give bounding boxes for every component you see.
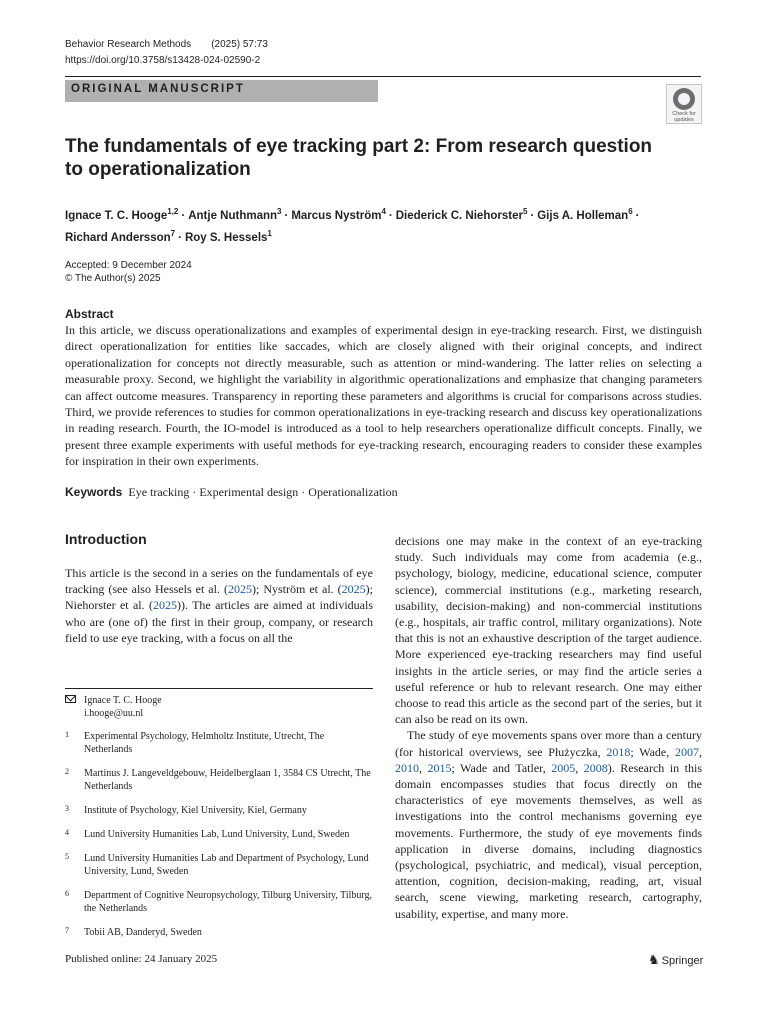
doi-link[interactable]: https://doi.org/10.3758/s13428-024-02590-2 bbox=[65, 55, 261, 66]
author-separator: · bbox=[178, 231, 182, 244]
affiliation-item bbox=[65, 767, 373, 793]
section-heading-introduction: Introduction bbox=[65, 531, 147, 547]
keywords-list: Eye tracking · Experimental design · Operationalization bbox=[128, 485, 398, 499]
springer-horse-icon: ♞ bbox=[648, 952, 660, 967]
affiliation-number: 3 bbox=[65, 804, 69, 813]
affiliation-number: 6 bbox=[65, 889, 69, 898]
author-name[interactable]: Ignace T. C. Hooge bbox=[65, 209, 168, 222]
affiliation-text: Martinus J. Langeveldgebouw, Heidelberglaan 1, 3584 CS Utrecht, The Netherlands bbox=[84, 768, 371, 792]
keywords bbox=[65, 485, 398, 500]
journal-name: Behavior Research Methods bbox=[65, 39, 192, 50]
right-column bbox=[395, 533, 702, 922]
body-paragraph: The study of eye movements spans over more than a century (for historical overviews, see Płużyczka, 2018; Wade, 2007, 2010, 2015; Wade and Tatler, 2005, 2008). Research in this domain encompasses studies that focus directly on the characteristics of eye movements themselves, as well as investigations into the control mechanisms governing eye movements. Furthermore, the study of eye movements finds application in diverse domains, including diagnostics (psychological, psychiatric, and medical), visual perception, attention, cognition, decision-making, reading, art, visual search, scene viewing, marketing research, cartography, usability, expertise, and many more. bbox=[395, 728, 702, 921]
corresponding-author bbox=[65, 694, 162, 720]
affiliation-number: 1 bbox=[65, 730, 69, 739]
intro-paragraph: This article is the second in a series on the fundamentals of eye tracking (see also Hessels et al. (2025); Nyström et al. (2025); Niehorster et al. (2025)). The articles are aimed at individuals who are (one of) the first in their group, company, or research field to use eye tracking, with a focus on all the bbox=[65, 566, 373, 645]
abstract-heading: Abstract bbox=[65, 307, 114, 321]
author-separator: · bbox=[388, 209, 393, 222]
author-affiliation-marker: 5 bbox=[522, 207, 528, 216]
check-updates-icon bbox=[673, 88, 695, 110]
author-affiliation-marker: 1 bbox=[267, 228, 272, 238]
keywords-label: Keywords bbox=[65, 485, 123, 499]
affiliation-item bbox=[65, 926, 373, 939]
citation-link[interactable]: 2007 bbox=[675, 744, 699, 759]
article-category-banner: ORIGINAL MANUSCRIPT bbox=[65, 80, 378, 102]
body-paragraph: decisions one may make in the context of an eye-tracking study. Such individuals may come from academia (e.g., psychology, biology, medicine, educational science, computer science), commercial institutions (e.g., marketing research, usability, decision-making) and non-commercial institutions (e.g., hospitals, air traffic control, military organizations). Note that this is not an exhaustive description of the target audience. More experienced eye-tracking researchers may find useful insights in the article series, or may find the article series a useful reference or hub to relevant research. One may either choose to read this article as the second part of the series, but it can also be read on its own. bbox=[395, 534, 702, 727]
affiliation-item bbox=[65, 852, 373, 878]
article-title: The fundamentals of eye tracking part 2: From research question to operationalization bbox=[65, 136, 653, 180]
accepted-date: Accepted: 9 December 2024 bbox=[65, 260, 192, 271]
journal-volume: (2025) 57:73 bbox=[211, 39, 268, 50]
author-affiliation-marker: 3 bbox=[277, 207, 282, 216]
affiliation-text: Lund University Humanities Lab, Lund University, Lund, Sweden bbox=[84, 829, 350, 840]
author-affiliation-marker: 7 bbox=[170, 228, 176, 238]
affiliation-text: Tobii AB, Danderyd, Sweden bbox=[84, 927, 202, 938]
citation-link[interactable]: 2025 bbox=[227, 582, 252, 597]
citation-link[interactable]: 2008 bbox=[583, 760, 608, 775]
abstract-text: In this article, we discuss operationalizations and examples of experimental design in eye-tracking research. First, we distinguish direct operationalization for entities like saccades, which are closely aligned with their original concepts, and indirect operationalization for concepts not directly measurable, such as attention or mind-wandering. The latter relies on selecting a measurable proxy. Second, we highlight the variability in algorithmic operationalizations and emphasize that changing parameters can affect outcome measures. Transparency in reporting these parameters and algorithms is crucial for comparisons across studies. Third, we provide references to studies for common operationalizations in eye-tracking research and discuss key operationalizations in reading research. Fourth, the IO-model is introduced as a tool to help researchers operationalize difficult concepts. Finally, we present three example experiments with useful methods for eye-tracking research, encouraging readers to consider these examples for inspiration in their own experiments. bbox=[65, 323, 702, 469]
affiliation-text: Institute of Psychology, Kiel University, Kiel, Germany bbox=[84, 805, 307, 816]
citation-link[interactable]: 2025 bbox=[341, 582, 366, 597]
affiliation-item bbox=[65, 889, 373, 915]
author-name[interactable]: Marcus Nyström bbox=[291, 209, 382, 222]
citation-link[interactable]: 2005 bbox=[551, 760, 576, 775]
author-affiliation-marker: 4 bbox=[381, 207, 386, 216]
affiliation-list bbox=[65, 730, 373, 950]
published-date: Published online: 24 January 2025 bbox=[65, 953, 218, 965]
copyright-notice: © The Author(s) 2025 bbox=[65, 273, 161, 284]
check-updates-text: Check for updates bbox=[672, 111, 696, 123]
affiliation-number: 2 bbox=[65, 767, 69, 776]
publisher-name: Springer bbox=[661, 955, 704, 967]
affiliation-number: 5 bbox=[65, 852, 69, 861]
citation-link[interactable]: 2015 bbox=[427, 760, 452, 775]
corresponding-email[interactable]: i.hooge@uu.nl bbox=[84, 708, 144, 719]
author-name[interactable]: Antje Nuthmann bbox=[188, 209, 278, 222]
author-separator: · bbox=[530, 209, 535, 222]
author-separator: · bbox=[181, 209, 186, 222]
affiliation-text: Department of Cognitive Neuropsychology, Tilburg University, Tilburg, the Netherlands bbox=[84, 890, 373, 914]
affiliation-item bbox=[65, 804, 373, 817]
affiliation-item bbox=[65, 828, 373, 841]
check-for-updates-badge[interactable] bbox=[666, 84, 702, 124]
author-name[interactable]: Diederick C. Niehorster bbox=[395, 209, 523, 222]
affiliation-text: Experimental Psychology, Helmholtz Institute, Utrecht, The Netherlands bbox=[84, 731, 325, 755]
author-affiliation-marker: 6 bbox=[628, 207, 633, 216]
affiliation-item bbox=[65, 730, 373, 756]
author-separator: · bbox=[284, 209, 289, 222]
corresponding-name: Ignace T. C. Hooge bbox=[84, 695, 162, 706]
footnote-rule bbox=[65, 688, 373, 689]
article-dates bbox=[65, 259, 192, 285]
author-name[interactable]: Richard Andersson bbox=[65, 231, 171, 244]
author-list bbox=[65, 203, 705, 247]
header-rule bbox=[65, 76, 701, 77]
publisher-logo[interactable] bbox=[648, 952, 703, 968]
author-affiliation-marker: 1,2 bbox=[167, 207, 179, 216]
citation-link[interactable]: 2025 bbox=[152, 598, 177, 613]
journal-citation bbox=[65, 39, 268, 50]
citation-link[interactable]: 2018 bbox=[606, 744, 631, 759]
author-separator: · bbox=[635, 209, 640, 222]
affiliation-number: 4 bbox=[65, 828, 69, 837]
citation-link[interactable]: 2010 bbox=[395, 760, 419, 775]
affiliation-text: Lund University Humanities Lab and Department of Psychology, Lund University, Lund, Sweden bbox=[84, 853, 369, 877]
envelope-icon bbox=[65, 695, 76, 703]
author-name[interactable]: Gijs A. Holleman bbox=[537, 209, 629, 222]
author-name[interactable]: Roy S. Hessels bbox=[184, 231, 268, 244]
affiliation-number: 7 bbox=[65, 926, 69, 935]
